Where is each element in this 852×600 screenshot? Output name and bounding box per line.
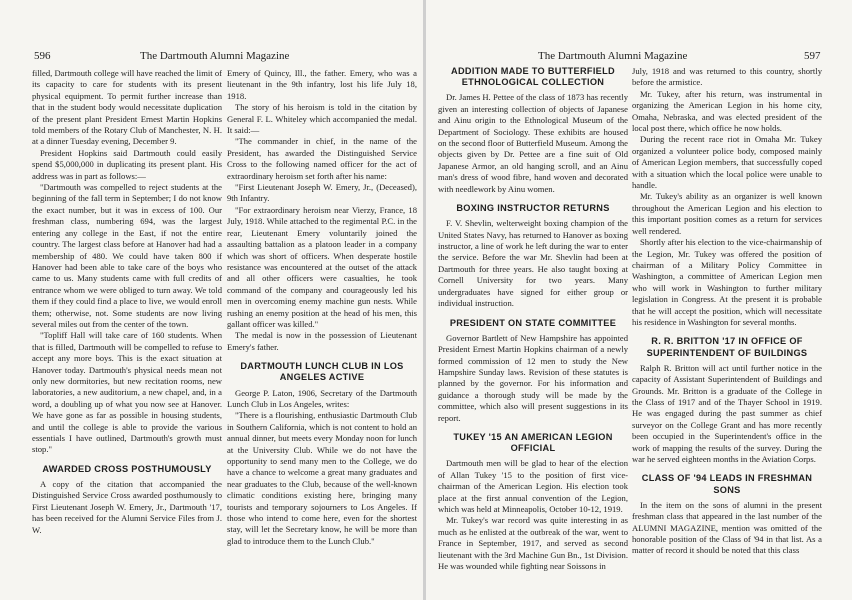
article-heading: AWARDED CROSS POSTHUMOUSLY (42, 463, 212, 474)
paragraph: Governor Bartlett of New Hampshire has appointed President Ernest Martin Hopkins chairman of a newly formed commission of 12 men to study the New Hampshire Sunday laws. Revision of these statutes is planned by the governor. For his information and guidance a thorough study will be made by the committee, which also will present suggestions in its report. (438, 332, 628, 423)
article-heading: BOXING INSTRUCTOR RETURNS (456, 203, 610, 214)
paragraph: Emery of Quincy, Ill., the father. Emery, who was a lieutenant in the 9th infantry, lost his life July 18, 1918. (227, 68, 417, 101)
paragraph: Dartmouth men will be glad to hear of the election of Allan Tukey '15 to the position of first vice-chairman of the American Legion. His election took place at the first annual convention of the Legion, which was held at Minneapolis, October 10-12, 1919. (438, 458, 628, 514)
paragraph: filled, Dartmouth college will have reached the limit of its capacity to care for students with its present physical equipment. To permit further increase than that in the student body would necessitate duplication of the present plant President Ernest Martin Hopkins told members of the Rotary Club of Manchester, N. H. at a dinner Tuesday evening, December 9. (32, 68, 222, 147)
paragraph: "The commander in chief, in the name of the President, has awarded the Distinguished Service Cross to the following named officer for the act of extraordinary heroism set forth after his name: (227, 136, 417, 181)
paragraph: "First Lieutenant Joseph W. Emery, Jr., (Deceased), 9th Infantry. (227, 182, 417, 204)
article-heading: DARTMOUTH LUNCH CLUB IN LOS ANGELES ACTIVE (240, 361, 404, 383)
paragraph: Ralph R. Britton will act until further notice in the capacity of Assistant Superintendent of Buildings and Grounds. Mr. Britton is a graduate of the College in the Class of 1917 and of the Thayer School in 1919. He was engaged during the past summer as chief surveyor on the College Grant and has more recently been occupied in the Superintendent's office in the work of mapping the results of the survey. During the war he served eighteen months in the Aviation Corps. (632, 362, 822, 464)
paragraph: "For extraordinary heroism near Vierzy, France, 18 July, 1918. While attached to the regimental P.C. in the rear, Lieutenant Emery voluntarily joined the assaulting battalion as a platoon leader in a company which was short of officers. When desperate hostile resistance was encountered at the outset of the attack and all other officers were casualties, he took command of the company and courageously led his men in overcoming enemy machine gun nests. While rushing an enemy position at the head of his men, this gallant officer was killed." (227, 204, 417, 329)
article-heading: PRESIDENT ON STATE COMMITTEE (449, 317, 617, 328)
paragraph: July, 1918 and was returned to this country, shortly before the armistice. (632, 66, 822, 88)
paragraph: "Dartmouth was compelled to reject students at the beginning of the fall term in September; I do not know the exact number, but it was in excess of 100. Our freshman class, numbering 694, was the largest entering any college in the East, if not the entire country. The largest class before at Hanover had had a membership of 480. We could have taken 800 if Hanover had been able to take care of the boys who came to us. Many students came with full credits of entrance whom we were obliged to turn away. We told them if they could find a place to live, we would enroll them; otherwise, not. Some students are now living several miles out from the center of the town. (32, 182, 222, 329)
paragraph: In the item on the sons of alumni in the present freshman class that appeared in the last number of the ALUMNI MAGAZINE, mention was omitted of the honorable position of the Class of '94 in that list. As a matter of record it should be noted that this class (632, 499, 822, 556)
paragraph: Shortly after his election to the vice-chairmanship of the Legion, Mr. Tukey was offered the position of chairman of a Military Policy Committee in Washington, a committee of American Legion men who will work in Washington to further military legislation in Congress. At the present it is probable that he will accept the position, which will necessitate his residence in Washington for several months. (632, 237, 822, 327)
right-page-number: 597 (804, 50, 821, 62)
paragraph: Dr. James H. Pettee of the class of 1873 has recently given an interesting collection of objects of Japanese and Ainu origin to the Ethnological Museum of the Department of Sociology. These exhibits are housed on the second floor of Butterfield Museum. Among the objects given by Dr. Pettee are a fine suit of Old Japanese Armor, an old hanging scroll, and an Ainu man's dress of wood fibre, hand woven and decorated with needlework by Ainu women. (438, 92, 628, 194)
paragraph: "Topliff Hall will take care of 160 students. When that is filled, Dartmouth will be compelled to refuse to accept any more boys. This is the exact situation at Hanover today. Dartmouth's physical needs mean not only new dormitories, but new recitation rooms, new laboratories, a new auditorium, a new chapel, and, in a word, a doubling up of what you now see at Hanover. We have gone as far as possible in housing students, and until the college is able to provide the various essentials I have outlined, Dartmouth's growth must stop." (32, 330, 222, 455)
article-heading: CLASS OF '94 LEADS IN FRESHMAN SONS (641, 473, 813, 495)
paragraph: George P. Laton, 1906, Secretary of the Dartmouth Lunch Club in Los Angeles, writes: (227, 387, 417, 409)
left-page-number: 596 (34, 50, 51, 62)
paragraph: During the recent race riot in Omaha Mr. Tukey organized a volunteer police body, composed mainly of American Legion members, that successfully coped with a situation which the local police were unable to handle. (632, 134, 822, 191)
paragraph: The medal is now in the possession of Lieutenant Emery's father. (227, 330, 417, 352)
right-running-head: The Dartmouth Alumni Magazine (538, 50, 688, 62)
paragraph: F. V. Shevlin, welterweight boxing champion of the United States Navy, has returned to Hanover as boxing instructor, a line of work he left during the war to enter the service. Before the war Mr. Shevlin had been at Dartmouth for three years. He also taught boxing at Cornell University for two years. Many undergraduates have signed for either group or individual instruction. (438, 218, 628, 309)
paragraph: Mr. Tukey, after his return, was instrumental in organizing the American Legion in his home city, Omaha, Nebraska, and was elected president of the local post there, which office he now holds. (632, 88, 822, 134)
paragraph: "There is a flourishing, enthusiastic Dartmouth Club in Southern California, which is not content to hold an annual dinner, but meets every Monday noon for lunch at the University Club. While we do not have the opportunity to send many men to the College, we do have a chance to welcome a great many graduates and near graduates to the Club, because of the well-known climatic conditions existing here, bringing many tourists and temporary sojourners to Los Angeles. If those who intend to come here, even for the shortest stay, will let the Secretary know, he will be more than glad to introduce them to the Lunch Club." (227, 410, 417, 546)
paragraph: Mr. Tukey's war record was quite interesting in as much as he enlisted at the outbreak of the war, went to France in September, 1917, and served as second lieutenant with the 3rd Machine Gun Bn., 1st Division. He was wounded while fighting near Soissons in (438, 515, 628, 572)
article-heading: R. R. BRITTON '17 IN OFFICE OF SUPERINTENDENT OF BUILDINGS (646, 336, 808, 358)
paragraph: President Hopkins said Dartmouth could easily spend $5,000,000 in duplicating its present plant. His address was in part as follows:— (32, 147, 222, 181)
left-column-2 (227, 68, 417, 547)
paragraph: The story of his heroism is told in the citation by General F. L. Whiteley which accompanied the medal. It said:— (227, 102, 417, 136)
right-page (426, 0, 852, 600)
right-column-1 (438, 66, 628, 572)
left-running-head: The Dartmouth Alumni Magazine (140, 50, 290, 62)
article-heading: ADDITION MADE TO BUTTERFIELD ETHNOLOGICAL COLLECTION (451, 66, 615, 88)
paragraph: A copy of the citation that accompanied the Distinguished Service Cross awarded posthumously to First Lieutenant Joseph W. Emery, Jr., Dartmouth '17, has been received for the Alumni Service Files from J. W. (32, 479, 222, 535)
article-heading: TUKEY '15 AN AMERICAN LEGION OFFICIAL (453, 431, 613, 454)
left-column-1 (32, 68, 222, 536)
right-column-2 (632, 66, 822, 557)
left-page (0, 0, 424, 600)
paragraph: Mr. Tukey's ability as an organizer is well known throughout the American Legion and his election to this important position comes as a return for services well rendered. (632, 191, 822, 236)
